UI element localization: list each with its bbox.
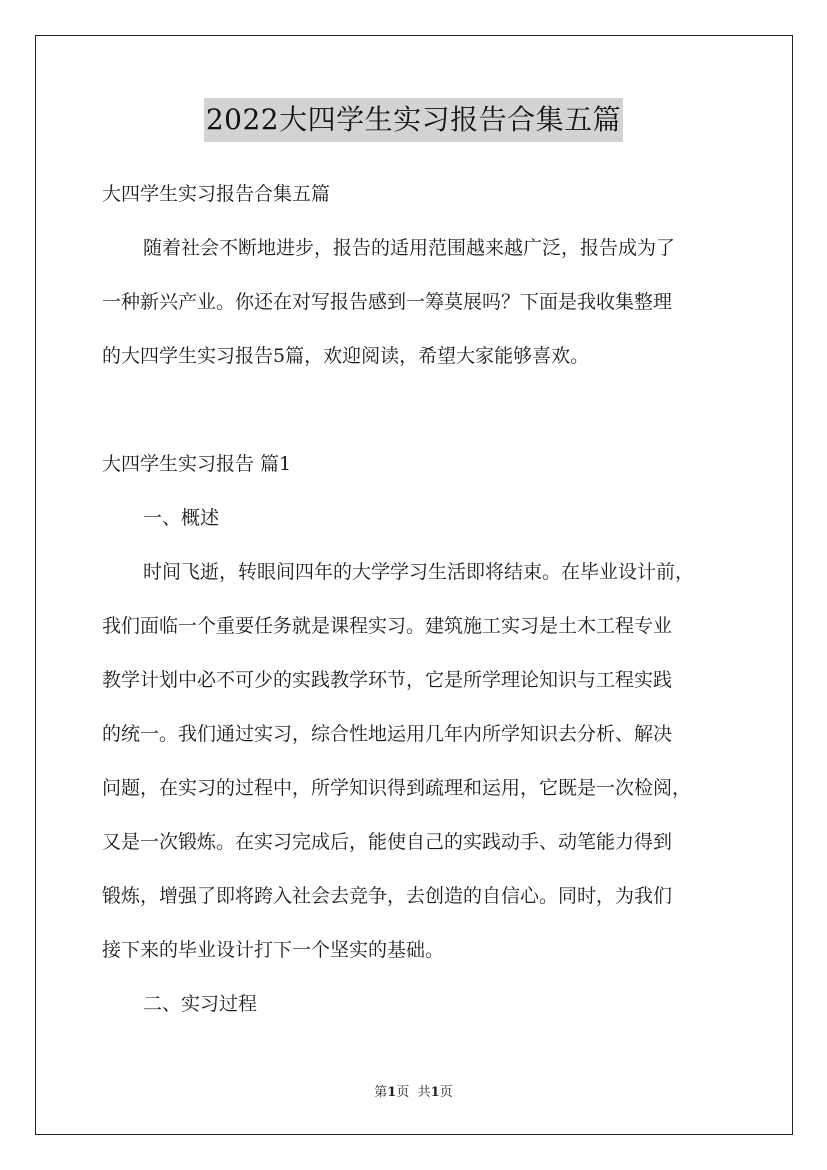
body-line-5: 问题，在实习的过程中，所学知识得到疏理和运用，它既是一次检阅， xyxy=(102,777,692,799)
intro-line-2: 一种新兴产业。你还在对写报告感到一筹莫展吗？下面是我收集整理 xyxy=(102,291,673,313)
footer-page-number: 1 xyxy=(387,1085,397,1100)
title-container xyxy=(0,98,827,142)
footer-page-prefix: 第 xyxy=(374,1085,388,1100)
heading-process: 二、实习过程 xyxy=(143,993,258,1015)
document-subtitle: 大四学生实习报告合集五篇 xyxy=(102,183,331,205)
intro-line-3: 的大四学生实习报告5篇，欢迎阅读，希望大家能够喜欢。 xyxy=(102,345,590,367)
intro-line-1: 随着社会不断地进步，报告的适用范围越来越广泛，报告成为了 xyxy=(143,237,676,259)
section-heading: 大四学生实习报告 篇1 xyxy=(102,453,292,475)
body-line-3: 教学计划中必不可少的实践教学环节，它是所学理论知识与工程实践 xyxy=(102,669,673,691)
body-line-4: 的统一。我们通过实习，综合性地运用几年内所学知识去分析、解决 xyxy=(102,723,673,745)
footer-total-suffix: 页 xyxy=(439,1085,453,1100)
heading-overview: 一、概述 xyxy=(143,507,220,529)
body-line-6: 又是一次锻炼。在实习完成后，能使自己的实践动手、动笔能力得到 xyxy=(102,831,673,853)
footer-page-suffix: 页 xyxy=(396,1085,410,1100)
body-line-1: 时间飞逝，转眼间四年的大学学习生活即将结束。在毕业设计前， xyxy=(143,561,695,583)
page-footer xyxy=(0,1081,827,1100)
footer-total-prefix: 共 xyxy=(417,1085,431,1100)
body-line-8: 接下来的毕业设计打下一个坚实的基础。 xyxy=(102,939,445,961)
footer-total-number: 1 xyxy=(430,1085,440,1100)
body-line-7: 锻炼，增强了即将跨入社会去竞争，去创造的自信心。同时，为我们 xyxy=(102,885,673,907)
body-line-2: 我们面临一个重要任务就是课程实习。建筑施工实习是土木工程专业 xyxy=(102,615,673,637)
document-title: 2022大四学生实习报告合集五篇 xyxy=(204,98,623,142)
